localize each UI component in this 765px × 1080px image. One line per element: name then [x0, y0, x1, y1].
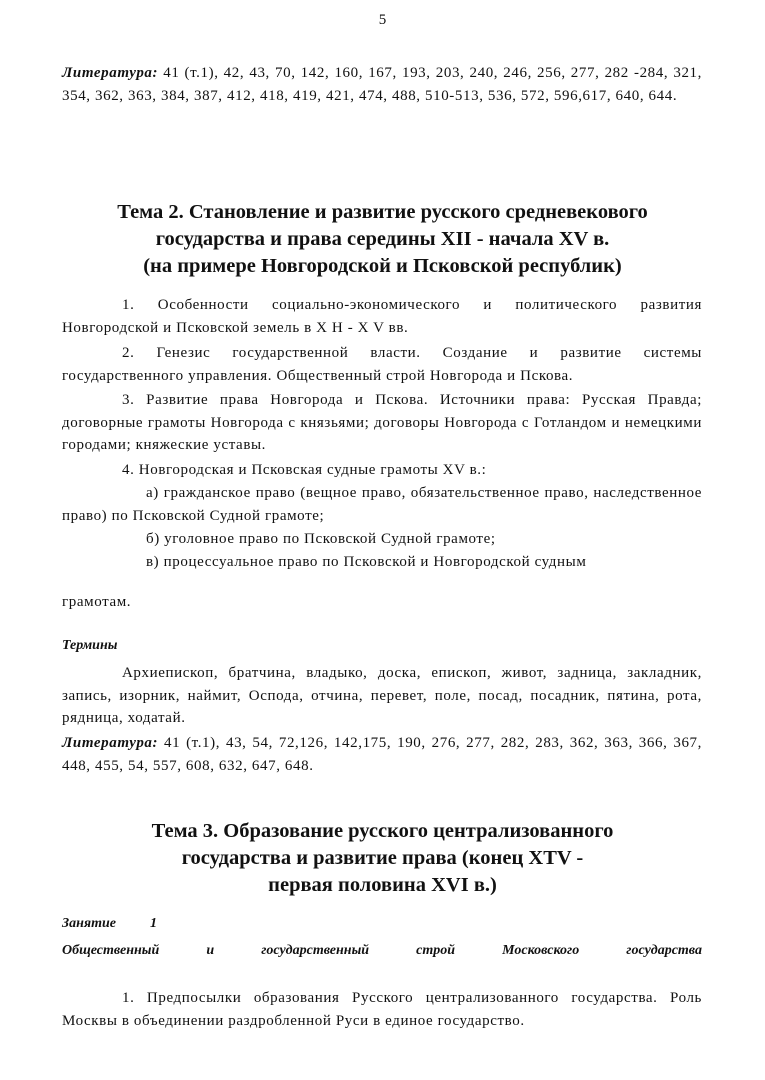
lesson-title-word: Общественный: [62, 943, 160, 958]
lesson-word: Занятие: [62, 916, 116, 931]
topic-3-title-line-3: первая половина XVI в.): [268, 874, 497, 896]
literature-paragraph-1: [62, 62, 702, 107]
topic-2-title-line-3: (на примере Новгородской и Псковской республик): [143, 255, 622, 277]
literature-paragraph-2: [62, 732, 702, 777]
terms-list: Архиепископ, братчина, владыко, доска, епископ, живот, задница, закладник, запись, изорник, наймит, Оспода, отчина, перевет, поле, посад, посадник, пятина, рота, рядница, ходатай.: [62, 665, 702, 726]
lesson-title-word: государственный: [261, 943, 370, 958]
literature-list: 41 (т.1), 42, 43, 70, 142, 160, 167, 193, 203, 240, 246, 256, 277, 282 -284, 321, 354, 362, 363, 384, 387, 412, 418, 419, 421, 474, 488, 510-513, 536, 572, 596,617, 640, 644.: [62, 65, 702, 104]
lesson-title: [62, 943, 702, 959]
topic-2-subitem-c: в) процессуальное право по Псковской и Новгородской судным: [146, 554, 587, 570]
lesson-title-word: государства: [626, 943, 702, 958]
lesson-title-word: Московского: [502, 943, 580, 958]
topic-2-title-line-2: государства и права середины XII - начала XV в.: [155, 228, 610, 250]
literature-list: 41 (т.1), 43, 54, 72,126, 142,175, 190, 276, 277, 282, 283, 362, 363, 366, 367, 448, 455, 54, 557, 608, 632, 647, 648.: [62, 735, 702, 774]
literature-label: Литература:: [62, 65, 159, 81]
page-number: 5: [378, 12, 387, 28]
terms-label: Термины: [62, 638, 118, 653]
topic-3-title-line-2: государства и развитие права (конец XTV -: [181, 847, 584, 869]
topic-2-title-line-1: Тема 2. Становление и развитие русского средневекового: [117, 201, 648, 223]
topic-2-item-3: 3. Развитие права Новгорода и Пскова. Источники права: Русская Правда; договорные грамоты Новгорода с князьями; договоры Новгорода с Готландом и немецкими городами; княжеские уставы.: [62, 392, 702, 453]
topic-3-heading: [0, 818, 765, 899]
topic-2-subitem-a: а) гражданское право (вещное право, обязательственное право, наследственное право) по Псковской Судной грамоте;: [62, 485, 702, 524]
topic-3-item-1: 1. Предпосылки образования Русского централизованного государства. Роль Москвы в объединении раздробленной Руси в единое государство.: [62, 990, 702, 1029]
topic-3-title-line-1: Тема 3. Образование русского централизованного: [151, 820, 614, 842]
literature-label: Литература:: [62, 735, 159, 751]
topic-2-heading: [0, 199, 765, 280]
lesson-label: [62, 916, 157, 932]
topic-2-item-2: 2. Генезис государственной власти. Создание и развитие системы государственного управления. Общественный строй Новгорода и Пскова.: [62, 345, 702, 384]
lesson-number: 1: [150, 916, 157, 931]
topic-2-item-4: 4. Новгородская и Псковская судные грамоты XV в.:: [122, 462, 487, 478]
lesson-title-word: строй: [416, 943, 456, 958]
topic-2-continuation: грамотам.: [62, 594, 132, 610]
topic-2-subitem-b: б) уголовное право по Псковской Судной грамоте;: [146, 531, 496, 547]
lesson-title-word: и: [206, 943, 215, 958]
topic-2-item-1: 1. Особенности социально-экономического и политического развития Новгородской и Псковской земель в X H - X V вв.: [62, 297, 702, 336]
